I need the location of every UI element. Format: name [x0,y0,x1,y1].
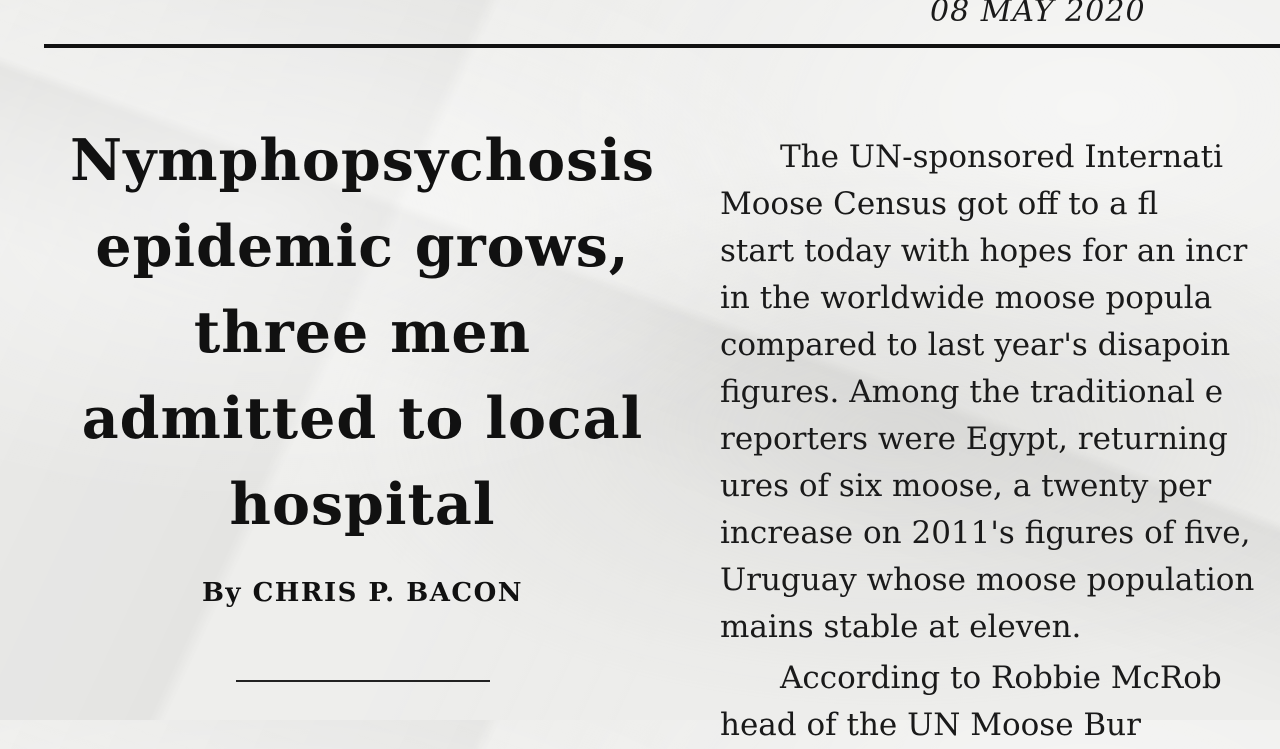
text-line: start today with hopes for an incr [720,233,1248,269]
issue-date: 08 MAY 2020 [930,0,1146,29]
text-line: head of the UN Moose Bur [720,707,1141,743]
text-line: According to Robbie McRob [780,660,1222,696]
paragraph-1 [720,134,1280,651]
text-line: Moose Census got off to a fl [720,186,1159,222]
text-line: increase on 2011's figures of five, [720,515,1251,551]
text-line: figures. Among the traditional e [720,374,1224,410]
text-line: Uruguay whose moose population [720,562,1255,598]
text-line: The UN-sponsored Internati [780,139,1224,175]
paragraph-2 [720,655,1280,749]
headline: Nymphopsychosis epidemic grows, three men admitted to local hospital [70,127,655,538]
text-line: in the worldwide moose popula [720,280,1213,316]
text-line: reporters were Egypt, returning [720,421,1228,457]
byline-divider [236,680,490,682]
byline: By CHRIS P. BACON [201,578,524,608]
article-body [720,134,1280,743]
text-line: mains stable at eleven. [720,609,1082,645]
masthead-rule [44,44,1280,48]
text-line: compared to last year's disapoin [720,327,1231,363]
text-line: ures of six moose, a twenty per [720,468,1212,504]
